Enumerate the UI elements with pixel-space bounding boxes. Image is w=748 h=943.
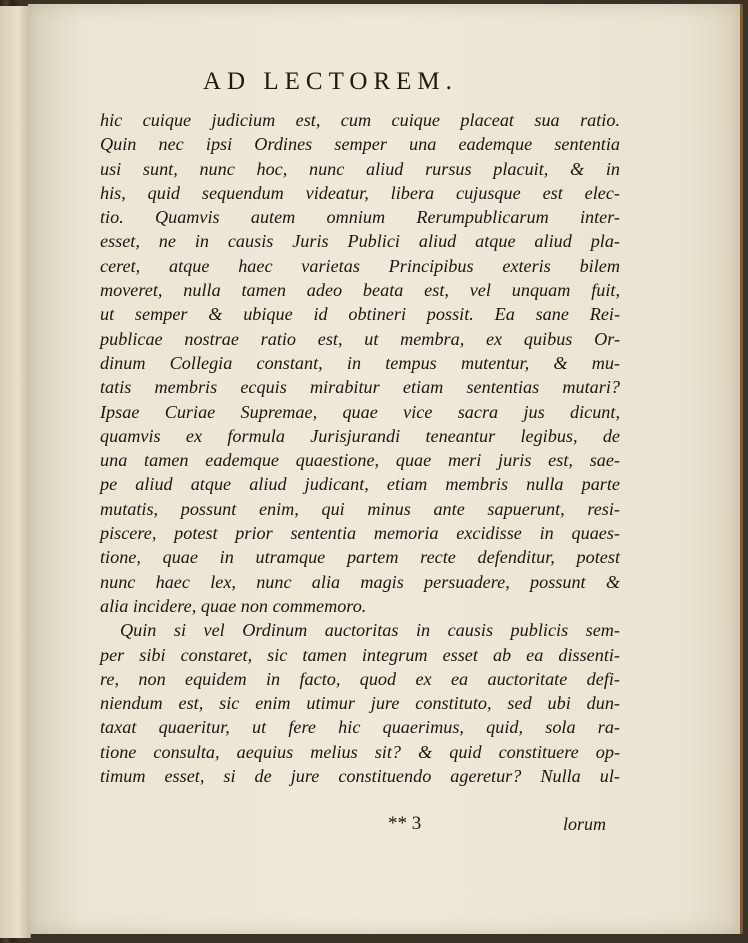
text-line-9: ut semper & ubique id obtineri possit. Ea sane Rei- [100,304,620,325]
text-line-11: dinum Collegia constant, in tempus mutentur, & mu- [100,352,620,373]
text-line-19: tione, quae in utramque partem recte defenditur, potest [100,547,620,568]
text-line-3: usi sunt, nunc hoc, nunc aliud rursus placuit, & in [100,158,620,179]
text-line-22: Quin si vel Ordinum auctoritas in causis publicis sem- [120,620,620,641]
text-line-28: timum esset, si de jure constituendo ageretur? Nulla ul- [100,766,620,787]
book-page [28,4,743,934]
body-text [100,108,620,788]
page-header: AD LECTOREM. [203,68,458,95]
text-line-1: hic cuique judicium est, cum cuique placeat sua ratio. [100,110,620,130]
text-line-25: niendum est, sic enim utimur jure constituto, sed ubi dun- [100,693,620,714]
left-page-edge [0,6,31,938]
catchword: lorum [563,814,607,834]
text-line-23: per sibi constaret, sic tamen integrum esset ab ea dissenti- [100,644,620,665]
text-line-26: taxat quaeritur, ut fere hic quaerimus, quid, sola ra- [100,717,620,738]
text-line-27: tione consulta, aequius melius sit? & quid constituere op- [100,741,620,762]
text-line-8: moveret, nulla tamen adeo beata est, vel unquam fuit, [100,280,620,301]
text-line-15: una tamen eademque quaestione, quae meri juris est, sae- [100,450,620,471]
text-line-14: quamvis ex formula Jurisjurandi teneantur legibus, de [100,425,620,446]
text-line-7: ceret, atque haec varietas Principibus exteris bilem [100,255,620,276]
text-line-4: his, quid sequendum videatur, libera cujusque est elec- [100,182,620,203]
text-line-13: Ipsae Curiae Supremae, quae vice sacra jus dicunt, [100,401,620,422]
text-line-24: re, non equidem in facto, quod ex ea auctoritate defi- [100,668,620,689]
text-line-17: mutatis, possunt enim, qui minus ante sapuerunt, resi- [100,498,620,519]
text-line-5: tio. Quamvis autem omnium Rerumpublicarum inter- [100,207,620,228]
text-line-10: publicae nostrae ratio est, ut membra, ex quibus Or- [100,328,620,349]
text-line-2: Quin nec ipsi Ordines semper una eademque sententia [100,134,620,155]
text-line-21: alia incidere, quae non commemoro. [100,595,367,616]
signature-mark: ** 3 [388,813,422,834]
text-line-20: nunc haec lex, nunc alia magis persuadere, possunt & [100,571,620,592]
text-line-12: tatis membris ecquis mirabitur etiam sententias mutari? [100,377,620,398]
text-line-6: esset, ne in causis Juris Publici aliud atque aliud pla- [100,231,620,252]
text-line-18: piscere, potest prior sententia memoria excidisse in quaes- [100,523,620,544]
text-line-16: pe aliud atque aliud judicant, etiam membris nulla parte [100,474,620,495]
